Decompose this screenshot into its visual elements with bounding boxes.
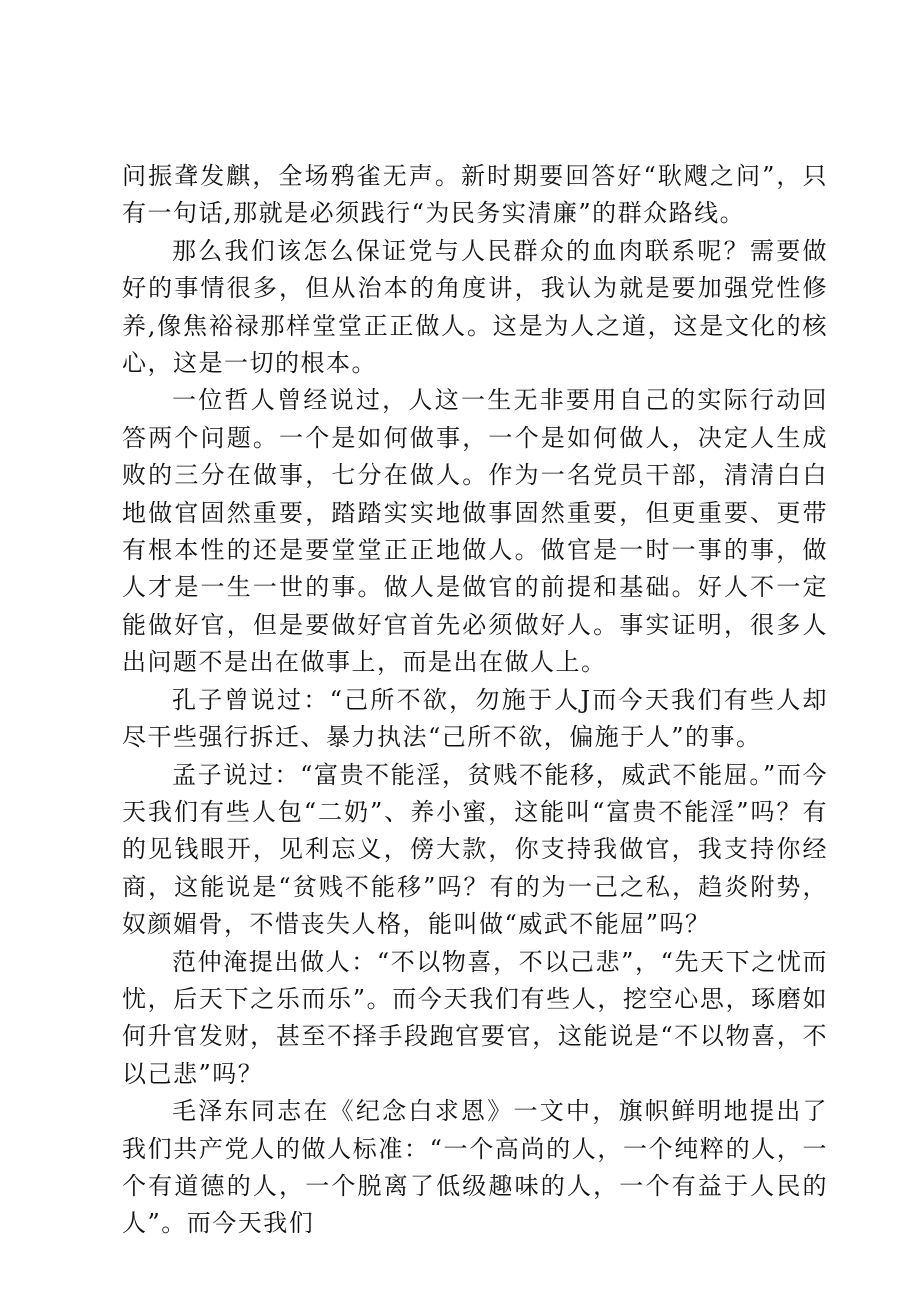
paragraph-fan-zhongyan: 范仲淹提出做人：“不以物喜，不以己悲”，“先天下之忧而忧，后天下之乐而乐”。而今天我们有些人，挖空心思，琢磨如何升官发财，甚至不择手段跑官要官，这能说是“不以物喜，不以己悲”吗？ — [122, 947, 828, 1088]
paragraph-continuation: 问振聋发麒，全场鸦雀无声。新时期要回答好“耿飕之问”，只有一句话,那就是必须践行“为民务实清廉”的群众路线。 — [122, 162, 828, 228]
paragraph-party-people-ties: 那么我们该怎么保证党与人民群众的血肉联系呢？需要做好的事情很多，但从治本的角度讲，我认为就是要加强党性修养,像焦裕禄那样堂堂正正做人。这是为人之道，这是文化的核心，这是一切的根本。 — [122, 236, 828, 378]
paragraph-philosopher: 一位哲人曾经说过，人这一生无非要用自己的实际行动回答两个问题。一个是如何做事，一个是如何做人，决定人生成败的三分在做事，七分在做人。作为一名党员干部，清清白白地做官固然重要，踏踏实实地做事固然重要，但更重要、更带有根本性的还是要堂堂正正地做人。做官是一时一事的事，做人才是一生一世的事。做人是做官的前提和基础。好人不一定能做好官，但是要做好官首先必须做好人。事实证明，很多人出问题不是出在做事上，而是出在做人上。 — [122, 386, 828, 677]
paragraph-confucius: 孔子曾说过：“己所不欲，勿施于人J而今天我们有些人却尽干些强行拆迁、暴力执法“己所不欲，偏施于人”的事。 — [122, 685, 828, 752]
paragraph-mencius: 孟子说过：“富贵不能淫，贫贱不能移，威武不能屈。”而今天我们有些人包“二奶”、养小蜜，这能叫“富贵不能淫”吗？有的见钱眼开，见利忘义，傍大款，你支持我做官，我支持你经商，这能说是“贫贱不能移”吗？有的为一己之私，趋炎附势，奴颜媚骨，不惜丧失人格，能叫做“威武不能屈”吗？ — [122, 760, 828, 939]
paragraph-mao-zedong: 毛泽东同志在《纪念白求恩》一文中，旗帜鲜明地提出了我们共产党人的做人标准：“一个高尚的人，一个纯粹的人，一个有道德的人，一个脱离了低级趣味的人，一个有益于人民的人”。而今天我们 — [122, 1097, 828, 1238]
document-body — [122, 158, 828, 1243]
